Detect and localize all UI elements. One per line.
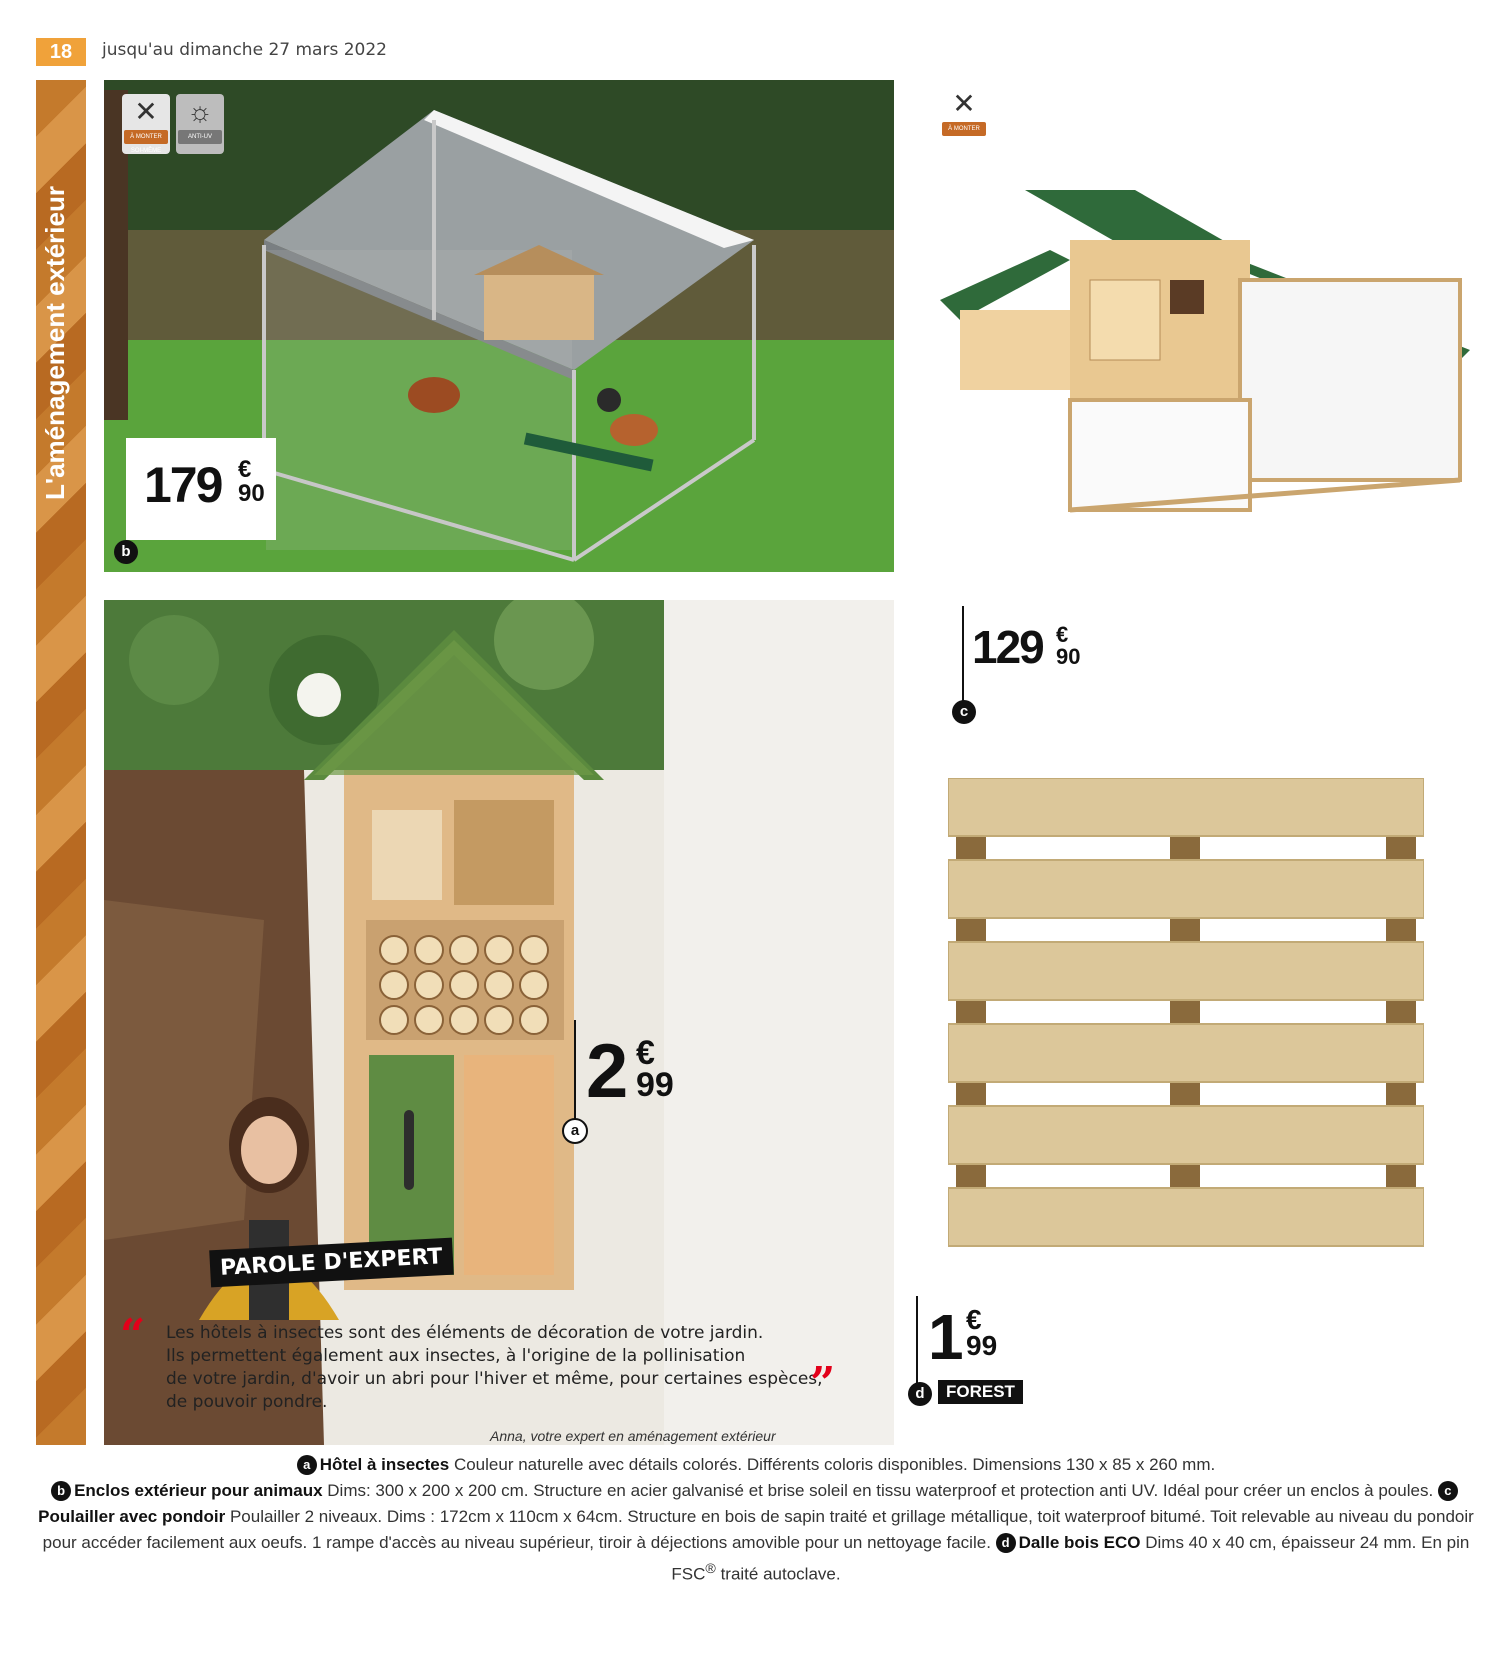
desc-d-letter: d bbox=[996, 1533, 1016, 1553]
price-c-currency: € bbox=[1056, 622, 1069, 647]
price-d-rule bbox=[916, 1296, 918, 1386]
product-letter-d: d bbox=[908, 1382, 932, 1406]
price-c-rule bbox=[962, 606, 964, 706]
product-photo-insect-hotel bbox=[104, 600, 894, 1445]
desc-c-title: Poulailler avec pondoir bbox=[38, 1507, 226, 1526]
expert-title: PAROLE D'EXPERT bbox=[209, 1238, 453, 1288]
product-letter-b: b bbox=[114, 540, 138, 564]
product-descriptions bbox=[36, 1452, 1476, 1588]
tools-icon: ✕ bbox=[134, 96, 158, 127]
price-a-rule bbox=[574, 1020, 576, 1120]
tools-icon: ✕ bbox=[952, 88, 976, 119]
desc-a bbox=[36, 1452, 1476, 1478]
price-b-currency: € bbox=[238, 456, 252, 483]
desc-a-text: Couleur naturelle avec détails colorés. Différents coloris disponibles. Dimensions 130 x 85 x 260 mm. bbox=[449, 1455, 1216, 1474]
product-letter-c: c bbox=[952, 700, 976, 724]
price-d bbox=[928, 1300, 1028, 1380]
price-b bbox=[126, 438, 276, 540]
price-b-main: 179 bbox=[144, 457, 222, 513]
desc-b-text: Dims: 300 x 200 x 200 cm. Structure en acier galvanisé et brise soleil en tissu waterproof et protection anti UV. Idéal pour créer un enclos à poules. bbox=[322, 1481, 1438, 1500]
desc-d-title: Dalle bois ECO bbox=[1018, 1533, 1141, 1552]
assembly-badge-c bbox=[940, 86, 988, 146]
offer-validity: jusqu'au dimanche 27 mars 2022 bbox=[102, 40, 387, 60]
insect-hotel-illustration bbox=[104, 600, 894, 1445]
assembly-tag: À MONTER SOI-MÊME bbox=[942, 122, 986, 136]
product-letter-a: a bbox=[562, 1118, 588, 1144]
price-c bbox=[972, 620, 1112, 680]
expert-quote bbox=[166, 1322, 826, 1414]
desc-c-text: Poulailler 2 niveaux. Dims : 172cm x 110cm x 64cm. Structure en bois de sapin traité et grillage métallique, toit waterproof bitumé. Toit relevable au niveau du pondoir pour accéder facilement aux oeufs. 1 rampe d'accès au niveau supérieur, tiroir à déjections amovible pour un nettoyage facile. bbox=[42, 1507, 1474, 1552]
price-a-main: 2 bbox=[586, 1029, 627, 1114]
expert-quote-line-2: Ils permettent également aux insectes, à l'origine de la pollinisation bbox=[166, 1346, 746, 1366]
desc-b-letter: b bbox=[51, 1481, 71, 1501]
brand-label: FOREST bbox=[938, 1380, 1023, 1404]
price-c-cents: 90 bbox=[1056, 644, 1081, 669]
desc-a-title: Hôtel à insectes bbox=[319, 1455, 450, 1474]
chicken-coop-illustration bbox=[940, 190, 1480, 550]
section-title: L'aménagement extérieur bbox=[40, 186, 70, 500]
quote-open-icon: “ bbox=[120, 1310, 146, 1361]
quote-close-icon: ” bbox=[810, 1358, 836, 1409]
price-b-cents: 90 bbox=[238, 480, 265, 507]
desc-b-title: Enclos extérieur pour animaux bbox=[74, 1481, 323, 1500]
desc-c-letter: c bbox=[1438, 1481, 1458, 1501]
anti-uv-tag: ANTI-UV bbox=[178, 130, 222, 144]
desc-a-letter: a bbox=[297, 1455, 317, 1475]
desc-bcd bbox=[36, 1478, 1476, 1588]
product-photo-chicken-run bbox=[104, 80, 894, 572]
expert-quote-line-1: Les hôtels à insectes sont des éléments de décoration de votre jardin. bbox=[166, 1323, 764, 1343]
price-a bbox=[580, 1028, 720, 1118]
desc-d-text: Dims 40 x 40 cm, épaisseur 24 mm. En pin FSC bbox=[671, 1533, 1470, 1584]
desc-d-text-2: traité autoclave. bbox=[715, 1564, 841, 1584]
expert-quote-line-3: de votre jardin, d'avoir un abri pour l'hiver et même, pour certaines espèces, bbox=[166, 1369, 823, 1389]
assembly-tag: À MONTER SOI-MÊME bbox=[124, 130, 168, 144]
price-a-currency: € bbox=[636, 1034, 655, 1072]
price-d-cents: 99 bbox=[966, 1330, 998, 1361]
price-a-cents: 99 bbox=[636, 1066, 674, 1104]
price-c-main: 129 bbox=[972, 621, 1043, 673]
anti-uv-badge bbox=[176, 94, 224, 154]
wood-tile-illustration bbox=[948, 778, 1424, 1248]
expert-signature: Anna, votre expert en aménagement extérieur bbox=[490, 1428, 776, 1444]
desc-d-registered: ® bbox=[705, 1561, 716, 1577]
sun-icon: ☼ bbox=[187, 96, 213, 127]
price-d-currency: € bbox=[966, 1304, 982, 1335]
assembly-badge bbox=[122, 94, 170, 154]
page-number: 18 bbox=[36, 38, 86, 66]
price-d-main: 1 bbox=[928, 1301, 962, 1373]
expert-quote-line-4: de pouvoir pondre. bbox=[166, 1392, 328, 1412]
